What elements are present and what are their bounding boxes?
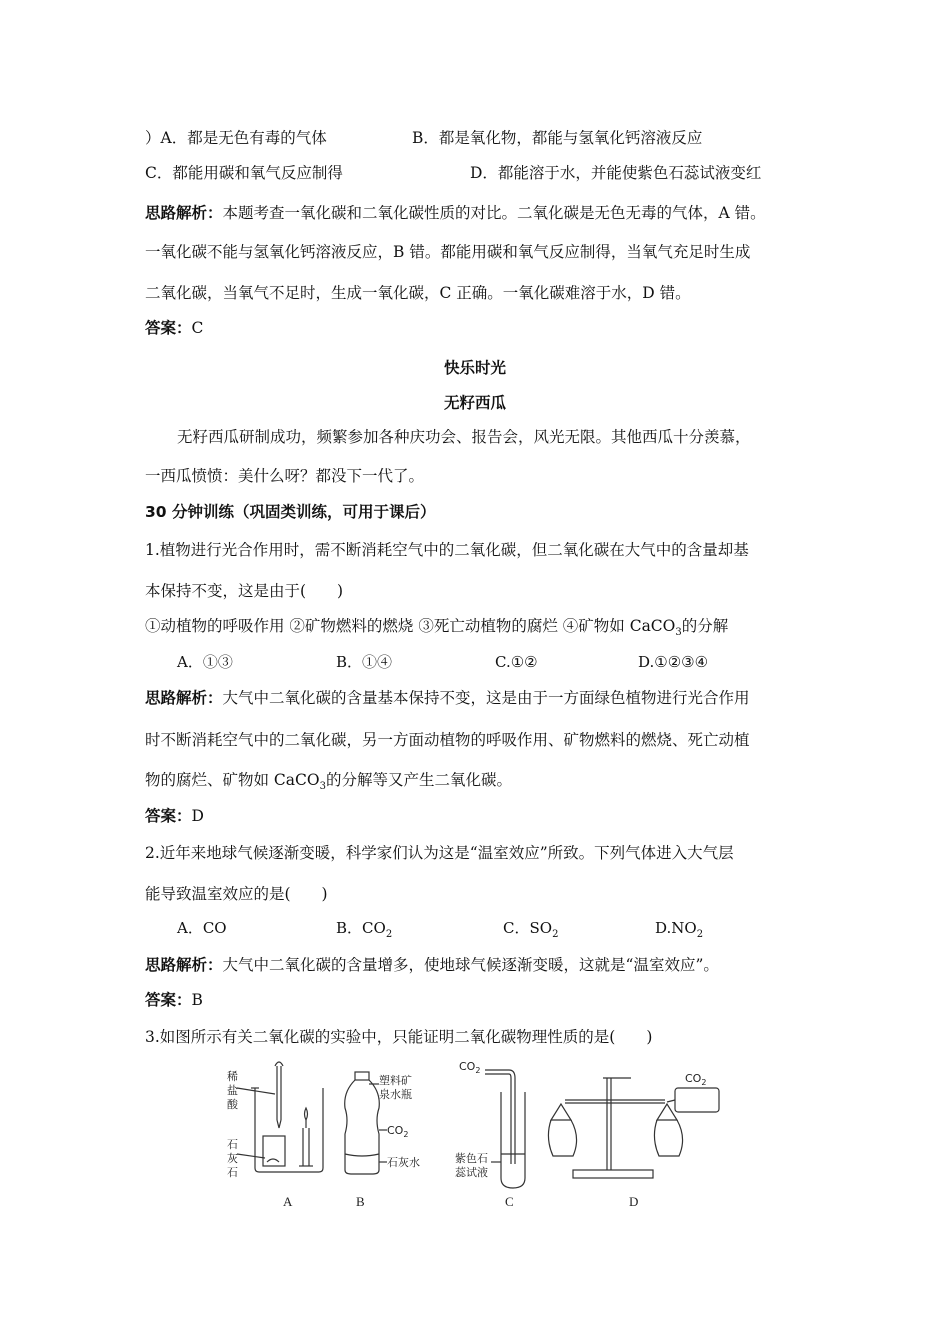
q2-option-b-text: B．CO xyxy=(336,919,386,937)
q2-stem-line-1: 2.近年来地球气候逐渐变暖，科学家们认为这是“温室效应”所致。下列气体进入大气层 xyxy=(145,844,734,862)
prev-option-c: C．都能用碳和氧气反应制得 xyxy=(145,164,343,182)
q2-option-d-sub: 2 xyxy=(696,929,704,940)
q1-items-tail: 的分解 xyxy=(681,617,729,635)
fig-d-co2-text: CO xyxy=(685,1072,702,1085)
prev-analysis-line-2: 一氧化碳不能与氢氧化钙溶液反应，B 错。都能用碳和氧气反应制得，当氧气充足时生成 xyxy=(145,243,751,261)
q2-option-c-sub: 2 xyxy=(552,929,559,940)
q1-items-subscript: 3 xyxy=(675,627,682,639)
q2-answer xyxy=(145,990,203,1010)
fun-title: 无籽西瓜 xyxy=(443,394,506,412)
q1-option-c: C.①② xyxy=(495,653,538,671)
q1-items-text: ①动植物的呼吸作用 ②矿物燃料的燃烧 ③死亡动植物的腐烂 ④矿物如 CaCO xyxy=(145,617,676,635)
section-heading: 30 分钟训练（巩固类训练，可用于课后） xyxy=(145,503,436,521)
analysis-text: 本题考查一氧化碳和二氧化碳性质的对比。二氧化碳是无色无毒的气体，A 错。 xyxy=(222,204,766,222)
q1-analysis-line-3 xyxy=(145,770,512,797)
answer-value: D xyxy=(191,807,204,825)
answer-label: 答案： xyxy=(145,319,192,337)
fig-b-co2-text: CO xyxy=(387,1124,404,1137)
fig-b-label-water: 石灰水 xyxy=(387,1156,420,1169)
fig-c-co2-sub: 2 xyxy=(475,1066,481,1075)
fig-a-label-5: 灰 xyxy=(227,1152,238,1165)
q2-option-b xyxy=(336,918,392,945)
q1-stem-line-2: 本保持不变，这是由于( ) xyxy=(145,582,344,600)
q1-items xyxy=(145,616,728,643)
figure-a-apparatus xyxy=(237,1062,323,1172)
q1-analysis-subscript: 3 xyxy=(319,781,326,793)
prev-answer xyxy=(145,318,203,338)
fig-a-label-3: 酸 xyxy=(227,1098,238,1111)
q1-answer xyxy=(145,806,204,826)
q1-option-b: B．①④ xyxy=(336,653,393,671)
prev-option-d: D．都能溶于水，并能使紫色石蕊试液变红 xyxy=(470,164,762,182)
fig-d-co2-sub: 2 xyxy=(701,1078,707,1087)
fun-text-line-2: 一西瓜愤愤：美什么呀？都没下一代了。 xyxy=(145,467,425,485)
answer-label: 答案： xyxy=(145,991,192,1009)
prev-option-a: ）A．都是无色有毒的气体 xyxy=(145,129,327,147)
fig-caption-a: A xyxy=(283,1194,293,1209)
fig-c-label-1: 紫色石 xyxy=(455,1152,488,1165)
fig-b-label-2: 泉水瓶 xyxy=(379,1088,412,1101)
q2-option-d xyxy=(655,918,703,945)
fig-c-co2-text: CO xyxy=(459,1060,476,1073)
fun-heading: 快乐时光 xyxy=(443,359,506,377)
q2-option-d-text: D.NO xyxy=(655,919,697,937)
answer-value: C xyxy=(191,319,204,337)
q1-option-d: D.①②③④ xyxy=(638,653,709,671)
analysis-label: 思路解析： xyxy=(145,956,223,974)
q3-figure xyxy=(215,1058,735,1218)
fig-b-co2-sub: 2 xyxy=(403,1130,409,1139)
analysis-label: 思路解析： xyxy=(145,204,223,222)
fig-d-label-co2 xyxy=(685,1072,706,1087)
fig-a-label-1: 稀 xyxy=(227,1070,238,1083)
prev-option-b: B．都是氧化物，都能与氢氧化钙溶液反应 xyxy=(412,129,703,147)
fig-a-label-4: 石 xyxy=(227,1138,238,1151)
fig-caption-d: D xyxy=(629,1194,639,1209)
fun-text-line-1: 无籽西瓜研制成功，频繁参加各种庆功会、报告会，风光无限。其他西瓜十分羡慕， xyxy=(177,428,751,446)
q3-stem: 3.如图所示有关二氧化碳的实验中，只能证明二氧化碳物理性质的是( ) xyxy=(145,1028,653,1046)
fig-a-label-2: 盐 xyxy=(227,1084,238,1097)
fig-c-label-co2 xyxy=(459,1060,480,1075)
q1-analysis-text: 物的腐烂、矿物如 CaCO xyxy=(145,771,320,789)
fig-caption-c: C xyxy=(505,1194,514,1209)
q1-analysis-line-2: 时不断消耗空气中的二氧化碳，另一方面动植物的呼吸作用、矿物燃料的燃烧、死亡动植 xyxy=(145,731,750,749)
analysis-text: 大气中二氧化碳的含量基本保持不变，这是由于一方面绿色植物进行光合作用 xyxy=(222,689,750,707)
q1-analysis-tail: 的分解等又产生二氧化碳。 xyxy=(325,771,512,789)
fig-caption-b: B xyxy=(356,1194,365,1209)
q1-option-a: A．①③ xyxy=(177,653,233,671)
figure-d-apparatus xyxy=(548,1078,719,1178)
q2-stem-line-2: 能导致温室效应的是( ) xyxy=(145,885,328,903)
analysis-label: 思路解析： xyxy=(145,689,223,707)
fig-a-label-6: 石 xyxy=(227,1166,238,1179)
q2-option-a: A．CO xyxy=(177,919,227,937)
q2-option-c xyxy=(503,918,558,945)
fig-c-label-2: 蕊试液 xyxy=(455,1166,488,1179)
answer-label: 答案： xyxy=(145,807,192,825)
analysis-text: 大气中二氧化碳的含量增多，使地球气候逐渐变暖，这就是“温室效应”。 xyxy=(222,956,719,974)
q2-option-b-sub: 2 xyxy=(385,929,393,940)
prev-analysis-line-1 xyxy=(145,203,766,223)
figure-c-apparatus xyxy=(485,1070,525,1188)
q2-option-c-text: C．SO xyxy=(503,919,553,937)
q1-stem-line-1: 1.植物进行光合作用时，需不断消耗空气中的二氧化碳，但二氧化碳在大气中的含量却基 xyxy=(145,541,749,559)
fig-b-label-co2 xyxy=(387,1124,408,1139)
q2-analysis xyxy=(145,955,719,975)
prev-analysis-line-3: 二氧化碳，当氧气不足时，生成一氧化碳，C 正确。一氧化碳难溶于水，D 错。 xyxy=(145,284,691,302)
answer-value: B xyxy=(191,991,203,1009)
q1-analysis-line-1 xyxy=(145,688,750,708)
fig-b-label-1: 塑料矿 xyxy=(379,1074,412,1087)
